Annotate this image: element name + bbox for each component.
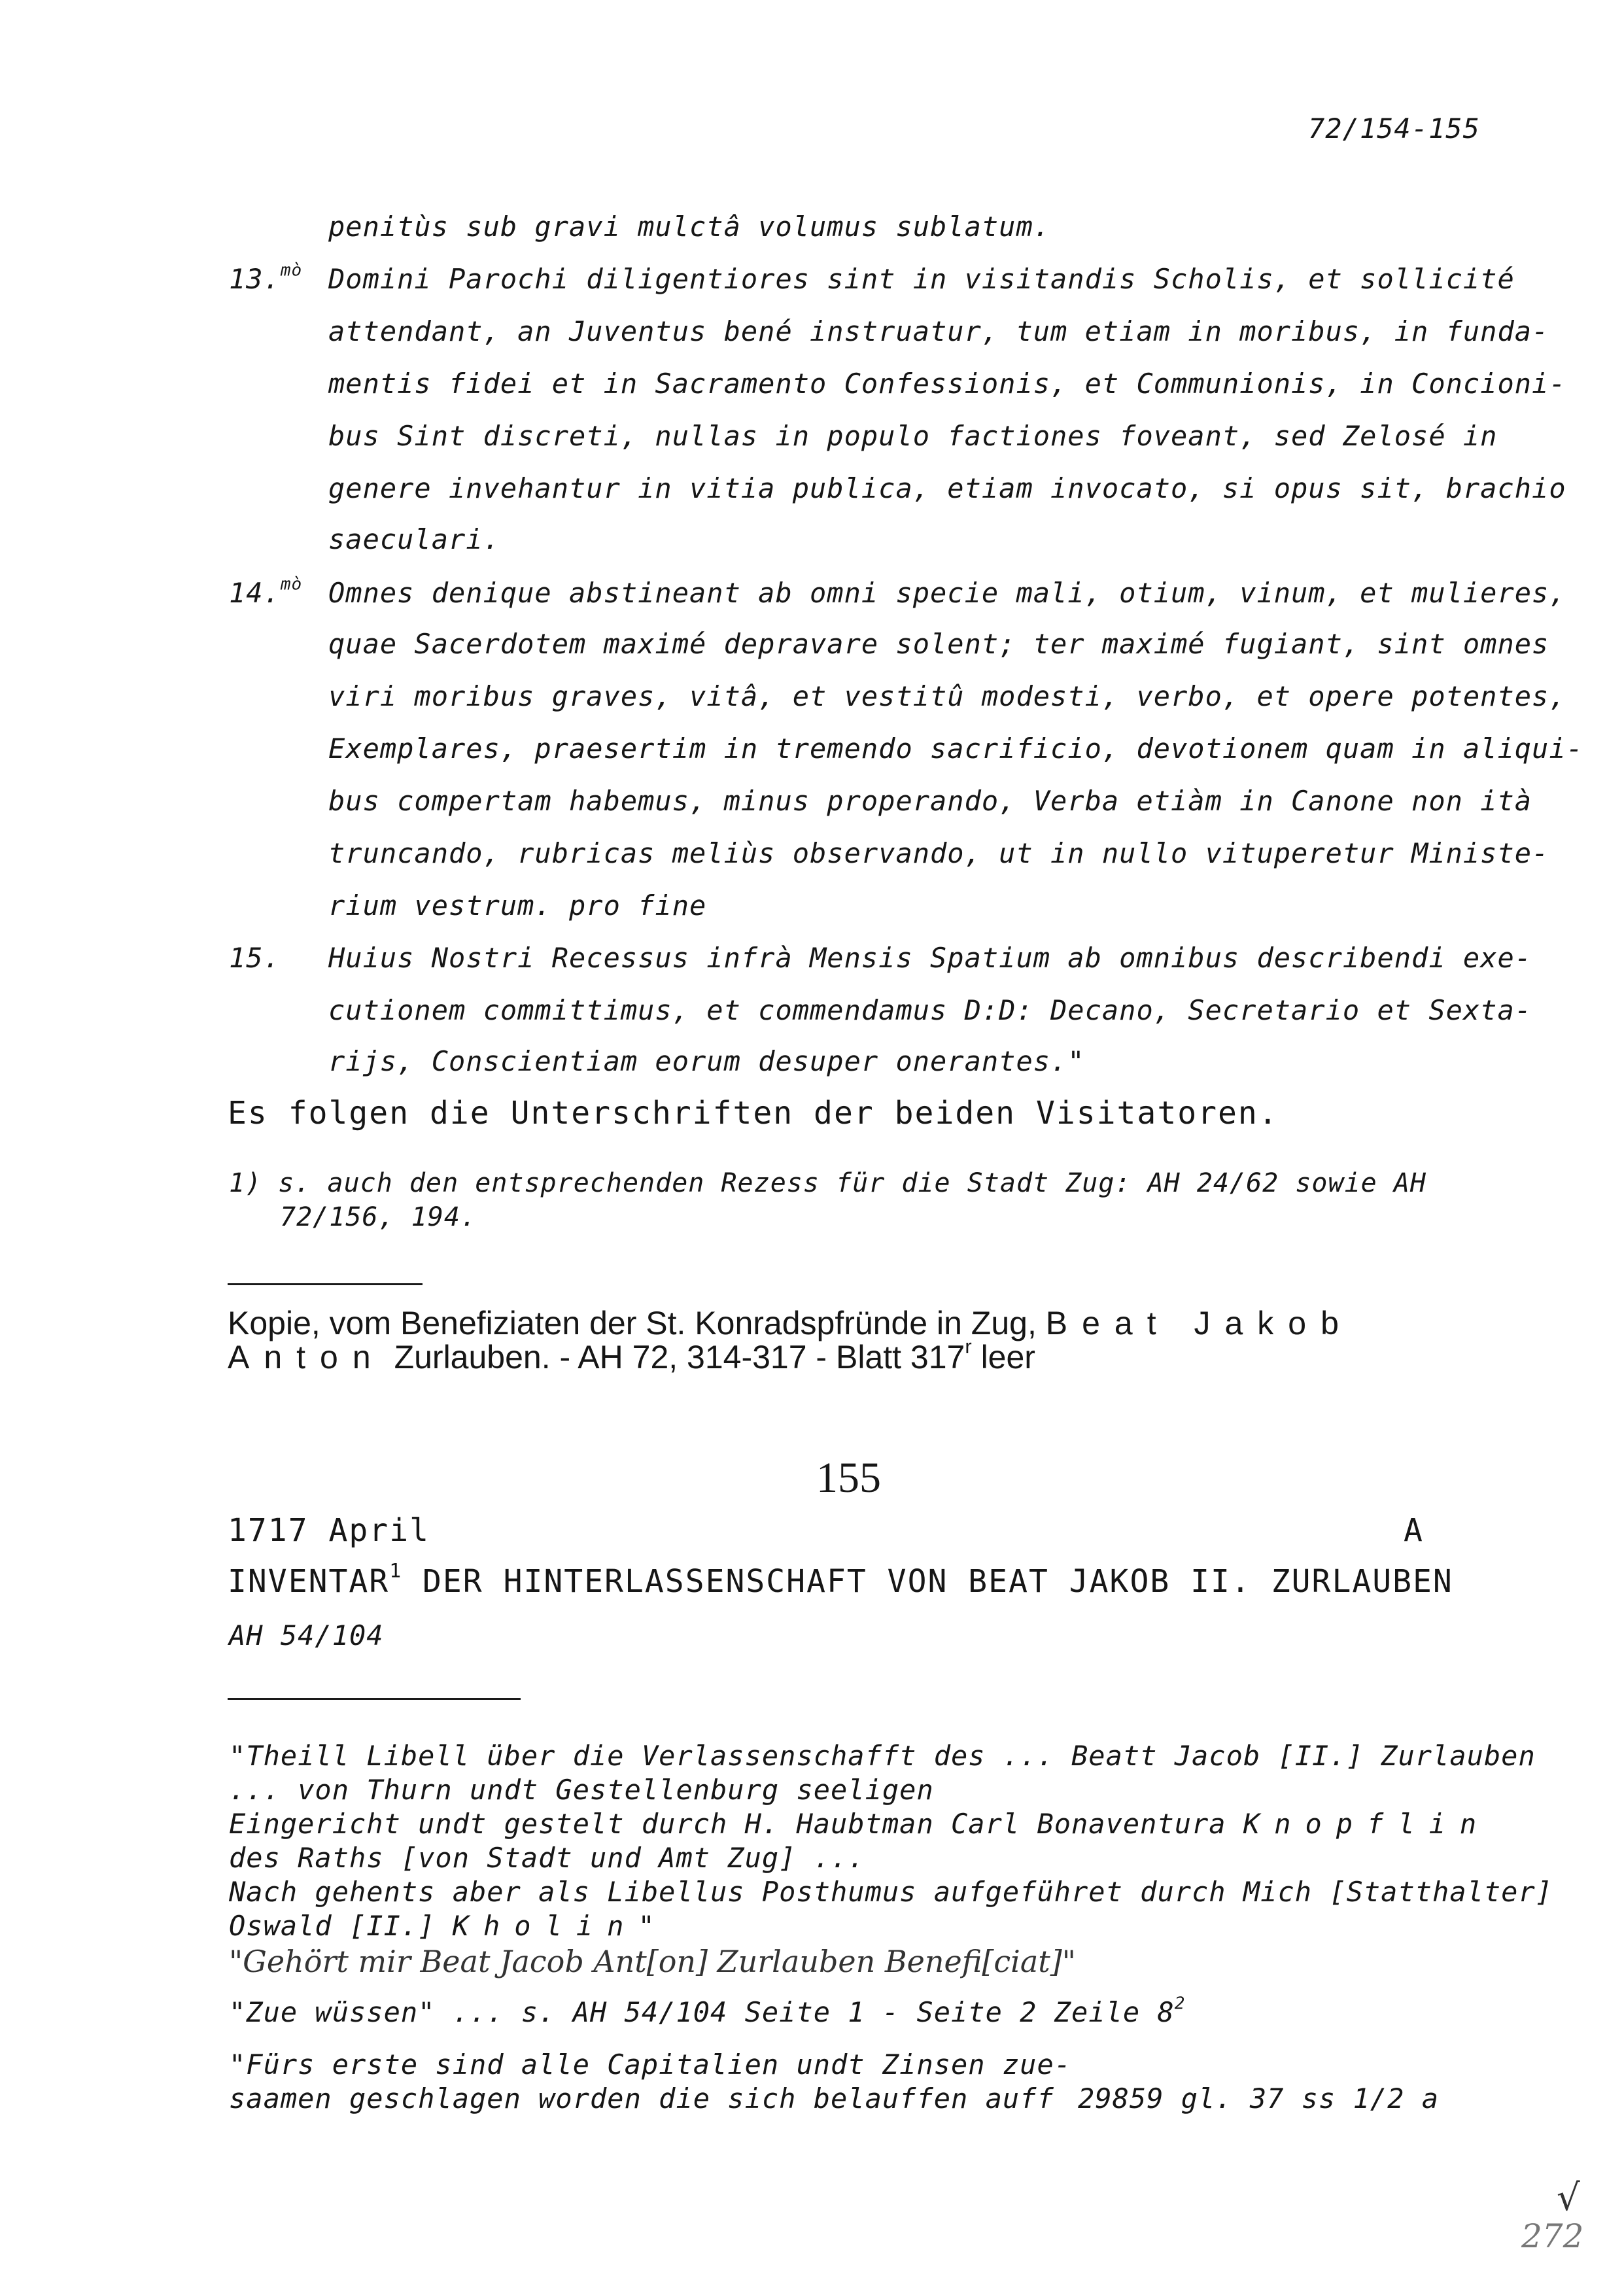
text-line: saamen geschlagen worden die sich belauffen auff (229, 2082, 1054, 2115)
document-letter: A (1404, 1512, 1424, 1549)
text-line: Omnes denique abstineant ab omni specie mali, otium, vinum, et mulieres, (328, 577, 1566, 609)
text-line: truncando, rubricas meliùs observando, ut in nullo vituperetur Ministe- (328, 837, 1549, 869)
text-line: penitùs sub gravi mulctâ volumus sublatum. (328, 211, 1051, 243)
text-line: Domini Parochi diligentiores sint in visitandis Scholis, et sollicité (328, 263, 1515, 295)
text-line: bus compertam habemus, minus properando, Verba etiàm in Canone non ità (328, 785, 1532, 817)
text-line: rium vestrum. pro fine (328, 890, 707, 922)
footnote-line: 72/156, 194. (280, 1202, 477, 1232)
document-ref: AH 54/104 (229, 1619, 384, 1651)
item-15-number: 15. (229, 942, 281, 974)
text-line: "Theill Libell über die Verlassenschafft des ... Beatt Jacob [II.] Zurlauben (229, 1740, 1536, 1772)
text-line: saeculari. (328, 523, 500, 555)
text-line: mentis fidei et in Sacramento Confessionis, et Communionis, in Concioni- (328, 368, 1566, 400)
text-line: rijs, Conscientiam eorum desuper onerantes." (328, 1045, 1085, 1077)
closing-line: Es folgen die Unterschriften der beiden Visitatoren. (228, 1095, 1279, 1131)
text-line: Exemplares, praesertim in tremendo sacrificio, devotionem quam in aliqui- (328, 733, 1583, 765)
text-line: Nach gehents aber als Libellus Posthumus aufgeführet durch Mich [Statthalter] (229, 1876, 1553, 1908)
text-line: quae Sacerdotem maximé depravare solent; ter maximé fugiant, sint omnes (328, 628, 1549, 660)
item-13-number: 13.$^{mò}$ (229, 260, 303, 295)
document-title: INVENTAR$^1$ DER HINTERLASSENSCHAFT VON BEAT JAKOB II. ZURLAUBEN (228, 1559, 1453, 1600)
document-date: 1717 April (228, 1512, 430, 1549)
text-line: Oswald [II.] Kholin" (229, 1910, 669, 1942)
text-line: des Raths [von Stadt und Amt Zug] ... (229, 1842, 865, 1874)
text-line: "Fürs erste sind alle Capitalien undt Zinsen zue- (229, 2048, 1072, 2081)
text-line: Huius Nostri Recessus infrà Mensis Spatium ab omnibus describendi exe- (328, 942, 1532, 974)
footnote-line: 1) s. auch den entsprechenden Rezess für die Stadt Zug: AH 24/62 sowie AH (229, 1168, 1426, 1198)
text-line: ... von Thurn undt Gestellenburg seeligen (229, 1774, 934, 1806)
archive-reference: 72/154-155 (1308, 112, 1480, 145)
text-line: bus Sint discreti, nullas in populo factiones foveant, sed Zelosé in (328, 420, 1498, 452)
text-line: viri moribus graves, vitâ, et vestitû modesti, verbo, et opere potentes, (328, 680, 1566, 712)
text-line: attendant, an Juventus bené instruatur, tum etiam in moribus, in funda- (328, 315, 1549, 347)
separator-rule (228, 1698, 521, 1700)
amount-value: 29859 gl. 37 ss 1/2 a (1078, 2082, 1440, 2115)
handwritten-ownership-note: "Gehört mir Beat Jacob Ant[on] Zurlauben Benefi[ciat]" (229, 1944, 1076, 1979)
text-line: cutionem committimus, et commendamus D:D: Decano, Secretario et Sexta- (328, 994, 1532, 1026)
separator-rule (228, 1283, 423, 1285)
page-mark: 272 (1521, 2217, 1584, 2255)
text-line: genere invehantur in vitia publica, etiam invocato, si opus sit, brachio (328, 472, 1566, 504)
source-line: Anton Zurlauben. - AH 72, 314-317 - Blatt 317$^r$ leer (228, 1334, 1035, 1375)
source-line: Kopie, vom Benefiziaten der St. Konradspfründe in Zug, Beat Jakob (228, 1305, 1353, 1341)
item-14-number: 14.$^{mò}$ (229, 574, 303, 609)
check-mark: √ (1557, 2177, 1580, 2219)
text-line: "Zue wüssen" ... s. AH 54/104 Seite 1 - Seite 2 Zeile $8^2$ (229, 1994, 1186, 2028)
document-number: 155 (816, 1454, 881, 1502)
text-line: Eingericht undt gestelt durch H. Haubtman Carl Bonaventura Knopflin (229, 1808, 1491, 1840)
